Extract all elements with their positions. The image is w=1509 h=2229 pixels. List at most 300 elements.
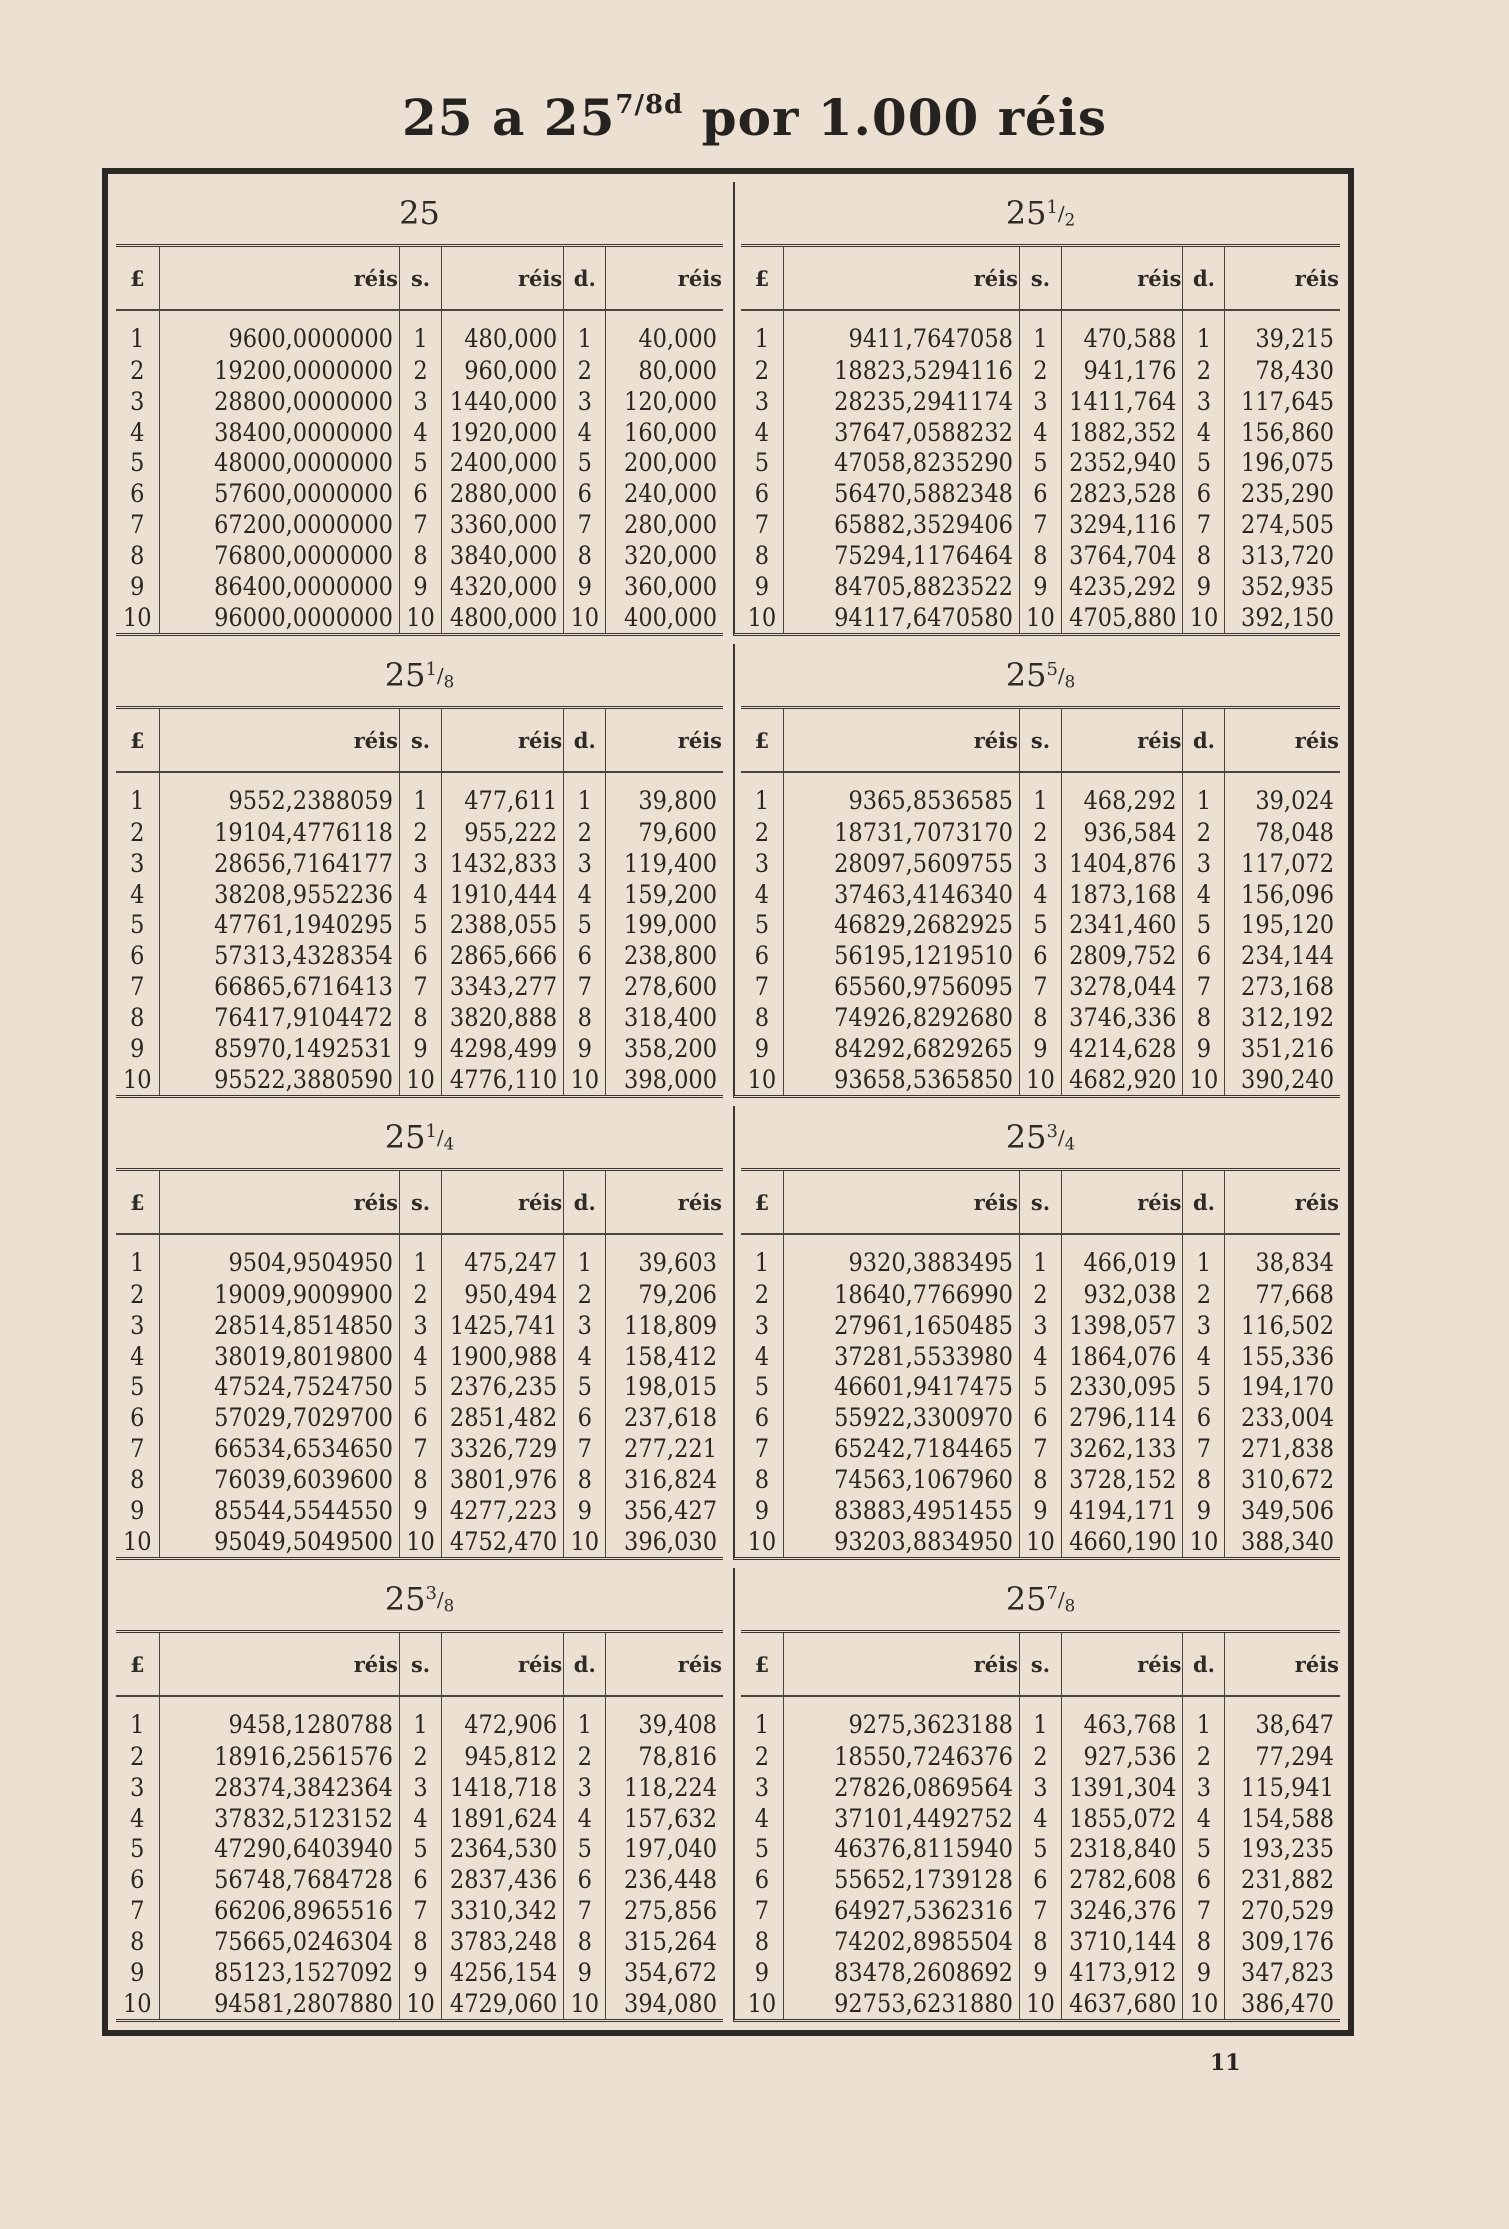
rate-whole: 25 bbox=[1005, 194, 1047, 232]
pence-value: 6 bbox=[564, 478, 606, 509]
rate-heading bbox=[741, 1568, 1340, 1633]
pound-value: 4 bbox=[754, 1803, 770, 1833]
column-header-reis: réis bbox=[159, 1171, 399, 1234]
pound-value: 9 bbox=[754, 1034, 770, 1064]
shilling-value: 10 bbox=[1019, 602, 1061, 633]
reis-pence: 233,004 bbox=[1225, 1402, 1340, 1433]
pence-value: 6 bbox=[1183, 940, 1225, 971]
reis-shillings: 3360,000 bbox=[442, 509, 564, 540]
table-row bbox=[741, 1696, 1340, 1741]
pence-value: 1 bbox=[1183, 772, 1225, 817]
pound-value: 5 bbox=[754, 1372, 770, 1402]
reis-pence: 318,400 bbox=[606, 1002, 723, 1033]
reis-pounds: 86400,0000000 bbox=[159, 571, 399, 602]
pound-value: 7 bbox=[130, 972, 145, 1002]
pound-value: 4 bbox=[754, 417, 770, 447]
reis-pence: 39,603 bbox=[606, 1234, 723, 1279]
reis-pounds: 66534,6534650 bbox=[159, 1433, 399, 1464]
shilling-value: 10 bbox=[399, 602, 441, 633]
pound-value: 10 bbox=[747, 1527, 777, 1556]
shilling-value: 7 bbox=[1019, 1433, 1061, 1464]
reis-shillings: 2823,528 bbox=[1061, 478, 1183, 509]
table-row bbox=[116, 772, 723, 817]
pound-value: 10 bbox=[747, 1989, 777, 2018]
rate-fraction: $^5/_8$ bbox=[1046, 658, 1076, 692]
table-row bbox=[116, 1864, 723, 1895]
reis-pence: 119,400 bbox=[606, 848, 723, 879]
reis-pounds: 37101,4492752 bbox=[783, 1803, 1019, 1834]
shilling-value: 8 bbox=[1019, 1926, 1061, 1957]
pound-value: 6 bbox=[130, 1865, 145, 1895]
pence-value: 6 bbox=[1183, 1402, 1225, 1433]
reis-pence: 320,000 bbox=[606, 540, 723, 571]
pound-value: 4 bbox=[130, 1803, 145, 1833]
pound-value: 5 bbox=[130, 1372, 145, 1402]
reis-pounds: 38208,9552236 bbox=[159, 879, 399, 910]
pound-value: 5 bbox=[754, 448, 770, 478]
reis-shillings: 960,000 bbox=[442, 355, 564, 386]
shilling-value: 3 bbox=[1019, 386, 1061, 417]
rate-whole: 25 bbox=[1005, 1580, 1047, 1618]
reis-pence: 278,600 bbox=[606, 971, 723, 1002]
page-number: 11 bbox=[1210, 2050, 1241, 2076]
pence-value: 1 bbox=[1183, 1234, 1225, 1279]
rate-block bbox=[116, 182, 723, 636]
reis-pounds: 19104,4776118 bbox=[159, 817, 399, 848]
table-row bbox=[116, 1926, 723, 1957]
reis-shillings: 477,611 bbox=[442, 772, 564, 817]
reis-shillings: 3310,342 bbox=[442, 1895, 564, 1926]
column-header-reis: réis bbox=[1061, 247, 1183, 310]
pence-value: 9 bbox=[1183, 1495, 1225, 1526]
reis-shillings: 3326,729 bbox=[442, 1433, 564, 1464]
shilling-value: 6 bbox=[1019, 1864, 1061, 1895]
shilling-value: 9 bbox=[1019, 1495, 1061, 1526]
table-row bbox=[116, 1495, 723, 1526]
table-row bbox=[741, 1926, 1340, 1957]
reis-pounds: 57313,4328354 bbox=[159, 940, 399, 971]
table-row bbox=[741, 817, 1340, 848]
reis-pounds: 27961,1650485 bbox=[783, 1310, 1019, 1341]
title-suffix: por 1.000 réis bbox=[683, 88, 1107, 147]
shilling-value: 8 bbox=[399, 1002, 441, 1033]
reis-pounds: 65882,3529406 bbox=[783, 509, 1019, 540]
pence-value: 3 bbox=[1183, 1772, 1225, 1803]
pound-value: 8 bbox=[754, 1927, 770, 1957]
column-header-pound: £ bbox=[116, 1171, 159, 1234]
table-row bbox=[116, 386, 723, 417]
reis-pounds: 56748,7684728 bbox=[159, 1864, 399, 1895]
column-header-reis: réis bbox=[442, 1633, 564, 1696]
reis-pounds: 66206,8965516 bbox=[159, 1895, 399, 1926]
pence-value: 2 bbox=[1183, 355, 1225, 386]
reis-shillings: 2880,000 bbox=[442, 478, 564, 509]
conversion-table bbox=[741, 247, 1340, 633]
column-header-s: s. bbox=[399, 1171, 441, 1234]
table-row bbox=[116, 909, 723, 940]
shilling-value: 4 bbox=[1019, 417, 1061, 448]
reis-pence: 117,645 bbox=[1225, 386, 1340, 417]
shilling-value: 9 bbox=[1019, 1957, 1061, 1988]
reis-pence: 116,502 bbox=[1225, 1310, 1340, 1341]
column-header-reis: réis bbox=[606, 1171, 723, 1234]
table-row bbox=[116, 1464, 723, 1495]
pound-value: 5 bbox=[130, 910, 145, 940]
title-fraction: 7/8d bbox=[615, 90, 684, 120]
table-frame bbox=[102, 168, 1354, 2036]
shilling-value: 3 bbox=[399, 848, 441, 879]
reis-pounds: 76417,9104472 bbox=[159, 1002, 399, 1033]
reis-pounds: 85970,1492531 bbox=[159, 1033, 399, 1064]
reis-pence: 398,000 bbox=[606, 1064, 723, 1095]
shilling-value: 6 bbox=[399, 940, 441, 971]
pence-value: 2 bbox=[564, 355, 606, 386]
column-header-d: d. bbox=[564, 1171, 606, 1234]
reis-pence: 39,408 bbox=[606, 1696, 723, 1741]
pound-value: 3 bbox=[130, 386, 145, 416]
pound-value: 1 bbox=[754, 786, 770, 816]
reis-pounds: 37463,4146340 bbox=[783, 879, 1019, 910]
column-header-s: s. bbox=[1019, 1171, 1061, 1234]
pence-value: 9 bbox=[564, 1033, 606, 1064]
table-row bbox=[116, 1371, 723, 1402]
column-header-pound: £ bbox=[741, 247, 783, 310]
pound-value: 3 bbox=[754, 1772, 770, 1802]
table-row bbox=[116, 1033, 723, 1064]
shilling-value: 5 bbox=[1019, 1833, 1061, 1864]
reis-pence: 390,240 bbox=[1225, 1064, 1340, 1095]
pence-value: 7 bbox=[564, 1433, 606, 1464]
conversion-table bbox=[741, 1171, 1340, 1557]
pence-value: 10 bbox=[1183, 1988, 1225, 2019]
pound-value: 4 bbox=[130, 879, 145, 909]
reis-pence: 38,647 bbox=[1225, 1696, 1340, 1741]
column-header-d: d. bbox=[564, 1633, 606, 1696]
pence-value: 6 bbox=[564, 1402, 606, 1433]
shilling-value: 1 bbox=[1019, 1696, 1061, 1741]
table-row bbox=[116, 1064, 723, 1095]
reis-pence: 80,000 bbox=[606, 355, 723, 386]
pound-value: 2 bbox=[754, 1279, 770, 1309]
pence-value: 2 bbox=[564, 1741, 606, 1772]
shilling-value: 5 bbox=[399, 1371, 441, 1402]
reis-pounds: 27826,0869564 bbox=[783, 1772, 1019, 1803]
reis-pounds: 57600,0000000 bbox=[159, 478, 399, 509]
column-header-reis: réis bbox=[1225, 709, 1340, 772]
reis-pounds: 55922,3300970 bbox=[783, 1402, 1019, 1433]
reis-shillings: 4214,628 bbox=[1061, 1033, 1183, 1064]
pound-value: 4 bbox=[754, 879, 770, 909]
column-header-s: s. bbox=[1019, 709, 1061, 772]
table-row bbox=[741, 1833, 1340, 1864]
reis-pounds: 57029,7029700 bbox=[159, 1402, 399, 1433]
reis-pence: 200,000 bbox=[606, 447, 723, 478]
reis-pounds: 65560,9756095 bbox=[783, 971, 1019, 1002]
reis-shillings: 4173,912 bbox=[1061, 1957, 1183, 1988]
table-row bbox=[116, 1772, 723, 1803]
pence-value: 6 bbox=[1183, 1864, 1225, 1895]
table-row bbox=[741, 478, 1340, 509]
pence-value: 4 bbox=[1183, 417, 1225, 448]
reis-pounds: 28800,0000000 bbox=[159, 386, 399, 417]
table-row bbox=[741, 1988, 1340, 2019]
reis-pence: 158,412 bbox=[606, 1341, 723, 1372]
reis-pence: 275,856 bbox=[606, 1895, 723, 1926]
shilling-value: 2 bbox=[1019, 355, 1061, 386]
shilling-value: 9 bbox=[399, 1033, 441, 1064]
reis-pence: 193,235 bbox=[1225, 1833, 1340, 1864]
reis-pounds: 47058,8235290 bbox=[783, 447, 1019, 478]
pence-value: 3 bbox=[564, 386, 606, 417]
rate-fraction: $^3/_8$ bbox=[425, 1582, 455, 1616]
pence-value: 4 bbox=[1183, 1341, 1225, 1372]
reis-pence: 231,882 bbox=[1225, 1864, 1340, 1895]
reis-shillings: 2400,000 bbox=[442, 447, 564, 478]
pound-value: 9 bbox=[130, 572, 145, 602]
reis-pence: 280,000 bbox=[606, 509, 723, 540]
shilling-value: 1 bbox=[1019, 1234, 1061, 1279]
pound-value: 2 bbox=[130, 817, 145, 847]
pence-value: 4 bbox=[1183, 1803, 1225, 1834]
reis-shillings: 4705,880 bbox=[1061, 602, 1183, 633]
column-header-reis: réis bbox=[1225, 1633, 1340, 1696]
shilling-value: 2 bbox=[1019, 1279, 1061, 1310]
reis-pounds: 74563,1067960 bbox=[783, 1464, 1019, 1495]
reis-shillings: 3840,000 bbox=[442, 540, 564, 571]
reis-shillings: 2782,608 bbox=[1061, 1864, 1183, 1895]
reis-pounds: 38019,8019800 bbox=[159, 1341, 399, 1372]
reis-pounds: 84705,8823522 bbox=[783, 571, 1019, 602]
shilling-value: 10 bbox=[399, 1526, 441, 1557]
shilling-value: 8 bbox=[1019, 540, 1061, 571]
rate-heading bbox=[741, 182, 1340, 247]
reis-pence: 237,618 bbox=[606, 1402, 723, 1433]
pence-value: 1 bbox=[1183, 1696, 1225, 1741]
reis-shillings: 2352,940 bbox=[1061, 447, 1183, 478]
conversion-table bbox=[116, 709, 723, 1095]
table-row bbox=[116, 1803, 723, 1834]
pound-value: 7 bbox=[754, 1896, 770, 1926]
shilling-value: 9 bbox=[1019, 1033, 1061, 1064]
pence-value: 4 bbox=[564, 1341, 606, 1372]
table-row bbox=[741, 571, 1340, 602]
reis-pence: 118,224 bbox=[606, 1772, 723, 1803]
pound-value: 7 bbox=[754, 510, 770, 540]
shilling-value: 1 bbox=[399, 310, 441, 355]
reis-pounds: 65242,7184465 bbox=[783, 1433, 1019, 1464]
reis-pounds: 47524,7524750 bbox=[159, 1371, 399, 1402]
pence-value: 4 bbox=[564, 417, 606, 448]
reis-pence: 156,860 bbox=[1225, 417, 1340, 448]
reis-shillings: 950,494 bbox=[442, 1279, 564, 1310]
reis-pence: 240,000 bbox=[606, 478, 723, 509]
table-row bbox=[741, 1234, 1340, 1279]
table-row bbox=[116, 1895, 723, 1926]
rate-block bbox=[733, 182, 1340, 636]
column-header-reis: réis bbox=[159, 709, 399, 772]
reis-pounds: 95049,5049500 bbox=[159, 1526, 399, 1557]
reis-shillings: 1425,741 bbox=[442, 1310, 564, 1341]
reis-pounds: 64927,5362316 bbox=[783, 1895, 1019, 1926]
pound-value: 3 bbox=[754, 848, 770, 878]
shilling-value: 8 bbox=[399, 1464, 441, 1495]
pound-value: 5 bbox=[130, 1834, 145, 1864]
reis-pounds: 28097,5609755 bbox=[783, 848, 1019, 879]
pound-value: 9 bbox=[754, 572, 770, 602]
reis-shillings: 4637,680 bbox=[1061, 1988, 1183, 2019]
table-row bbox=[741, 1064, 1340, 1095]
pound-value: 1 bbox=[130, 1248, 145, 1278]
reis-shillings: 1891,624 bbox=[442, 1803, 564, 1834]
table-row bbox=[741, 848, 1340, 879]
reis-pounds: 18731,7073170 bbox=[783, 817, 1019, 848]
rate-whole: 25 bbox=[384, 1580, 426, 1618]
reis-pence: 312,192 bbox=[1225, 1002, 1340, 1033]
reis-shillings: 4256,154 bbox=[442, 1957, 564, 1988]
reis-shillings: 468,292 bbox=[1061, 772, 1183, 817]
pound-value: 3 bbox=[754, 1310, 770, 1340]
reis-pence: 195,120 bbox=[1225, 909, 1340, 940]
reis-pounds: 47290,6403940 bbox=[159, 1833, 399, 1864]
reis-pounds: 37832,5123152 bbox=[159, 1803, 399, 1834]
reis-pounds: 93203,8834950 bbox=[783, 1526, 1019, 1557]
reis-shillings: 3728,152 bbox=[1061, 1464, 1183, 1495]
reis-pounds: 74926,8292680 bbox=[783, 1002, 1019, 1033]
pence-value: 2 bbox=[1183, 1279, 1225, 1310]
reis-shillings: 1391,304 bbox=[1061, 1772, 1183, 1803]
pence-value: 1 bbox=[564, 310, 606, 355]
rate-block bbox=[116, 1568, 723, 2022]
pound-value: 6 bbox=[754, 1403, 770, 1433]
shilling-value: 4 bbox=[1019, 879, 1061, 910]
reis-shillings: 4752,470 bbox=[442, 1526, 564, 1557]
reis-pounds: 28235,2941174 bbox=[783, 386, 1019, 417]
shilling-value: 5 bbox=[1019, 909, 1061, 940]
reis-shillings: 4682,920 bbox=[1061, 1064, 1183, 1095]
table-row bbox=[116, 848, 723, 879]
reis-pounds: 46601,9417475 bbox=[783, 1371, 1019, 1402]
reis-pence: 354,672 bbox=[606, 1957, 723, 1988]
pence-value: 10 bbox=[1183, 602, 1225, 633]
shilling-value: 9 bbox=[399, 571, 441, 602]
table-row bbox=[741, 1310, 1340, 1341]
table-row bbox=[741, 1741, 1340, 1772]
pence-value: 9 bbox=[564, 571, 606, 602]
column-header-reis: réis bbox=[159, 247, 399, 310]
reis-shillings: 4277,223 bbox=[442, 1495, 564, 1526]
reis-pence: 347,823 bbox=[1225, 1957, 1340, 1988]
pence-value: 6 bbox=[564, 1864, 606, 1895]
reis-pounds: 84292,6829265 bbox=[783, 1033, 1019, 1064]
pound-value: 6 bbox=[130, 941, 145, 971]
table-row bbox=[741, 1495, 1340, 1526]
reis-shillings: 3294,116 bbox=[1061, 509, 1183, 540]
reis-shillings: 1411,764 bbox=[1061, 386, 1183, 417]
pound-value: 6 bbox=[754, 479, 770, 509]
reis-pounds: 9458,1280788 bbox=[159, 1696, 399, 1741]
reis-shillings: 1882,352 bbox=[1061, 417, 1183, 448]
reis-shillings: 936,584 bbox=[1061, 817, 1183, 848]
reis-pounds: 76800,0000000 bbox=[159, 540, 399, 571]
shilling-value: 1 bbox=[399, 1696, 441, 1741]
table-row bbox=[741, 386, 1340, 417]
reis-pounds: 9600,0000000 bbox=[159, 310, 399, 355]
pence-value: 2 bbox=[1183, 1741, 1225, 1772]
reis-shillings: 466,019 bbox=[1061, 1234, 1183, 1279]
reis-shillings: 4194,171 bbox=[1061, 1495, 1183, 1526]
reis-pence: 316,824 bbox=[606, 1464, 723, 1495]
table-row bbox=[116, 1957, 723, 1988]
shilling-value: 7 bbox=[399, 509, 441, 540]
pound-value: 7 bbox=[754, 972, 770, 1002]
table-row bbox=[741, 355, 1340, 386]
reis-pence: 309,176 bbox=[1225, 1926, 1340, 1957]
shilling-value: 3 bbox=[1019, 1772, 1061, 1803]
pound-value: 3 bbox=[130, 848, 145, 878]
table-row bbox=[116, 1526, 723, 1557]
pence-value: 9 bbox=[1183, 1033, 1225, 1064]
pence-value: 5 bbox=[564, 1833, 606, 1864]
pound-value: 2 bbox=[130, 355, 145, 385]
pound-value: 8 bbox=[130, 1465, 145, 1495]
pound-value: 8 bbox=[130, 541, 145, 571]
pound-value: 8 bbox=[130, 1927, 145, 1957]
shilling-value: 3 bbox=[1019, 848, 1061, 879]
pound-value: 1 bbox=[754, 1248, 770, 1278]
reis-pence: 310,672 bbox=[1225, 1464, 1340, 1495]
pence-value: 5 bbox=[564, 909, 606, 940]
reis-pounds: 18550,7246376 bbox=[783, 1741, 1019, 1772]
shilling-value: 5 bbox=[399, 909, 441, 940]
reis-pounds: 47761,1940295 bbox=[159, 909, 399, 940]
shilling-value: 6 bbox=[1019, 478, 1061, 509]
reis-pence: 157,632 bbox=[606, 1803, 723, 1834]
shilling-value: 8 bbox=[399, 540, 441, 571]
column-header-reis: réis bbox=[1225, 1171, 1340, 1234]
pound-value: 10 bbox=[747, 1065, 777, 1094]
table-row bbox=[741, 909, 1340, 940]
reis-pounds: 92753,6231880 bbox=[783, 1988, 1019, 2019]
pence-value: 3 bbox=[1183, 386, 1225, 417]
reis-pounds: 56470,5882348 bbox=[783, 478, 1019, 509]
column-header-d: d. bbox=[1183, 1171, 1225, 1234]
table-row bbox=[116, 310, 723, 355]
column-header-reis: réis bbox=[1225, 247, 1340, 310]
column-header-reis: réis bbox=[606, 709, 723, 772]
pence-value: 3 bbox=[1183, 1310, 1225, 1341]
reis-pence: 117,072 bbox=[1225, 848, 1340, 879]
reis-shillings: 2364,530 bbox=[442, 1833, 564, 1864]
reis-pounds: 18823,5294116 bbox=[783, 355, 1019, 386]
table-row bbox=[116, 940, 723, 971]
reis-pence: 196,075 bbox=[1225, 447, 1340, 478]
reis-shillings: 945,812 bbox=[442, 1741, 564, 1772]
pound-value: 1 bbox=[754, 1710, 770, 1740]
table-row bbox=[741, 1864, 1340, 1895]
column-header-s: s. bbox=[1019, 1633, 1061, 1696]
shilling-value: 10 bbox=[399, 1988, 441, 2019]
reis-pence: 394,080 bbox=[606, 1988, 723, 2019]
reis-shillings: 955,222 bbox=[442, 817, 564, 848]
column-header-pound: £ bbox=[741, 1171, 783, 1234]
pence-value: 9 bbox=[564, 1495, 606, 1526]
table-row bbox=[116, 1341, 723, 1372]
table-row bbox=[116, 1402, 723, 1433]
pound-value: 5 bbox=[754, 910, 770, 940]
reis-pence: 313,720 bbox=[1225, 540, 1340, 571]
table-row bbox=[741, 1526, 1340, 1557]
column-header-s: s. bbox=[399, 709, 441, 772]
